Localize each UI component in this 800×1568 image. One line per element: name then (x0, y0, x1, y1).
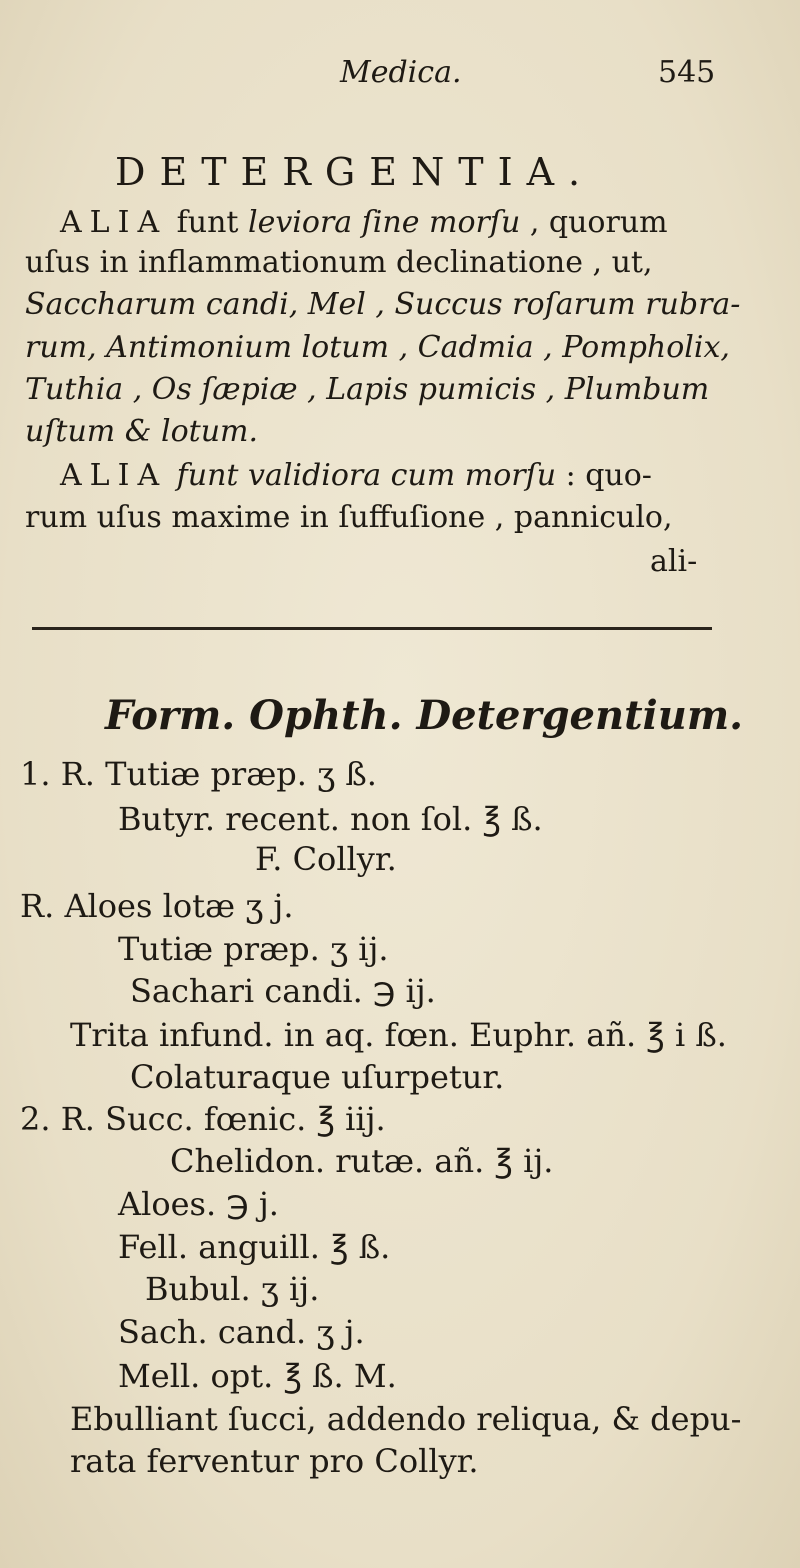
page-divider (32, 627, 712, 630)
formula-heading: Form. Ophth. Detergentium. (105, 692, 744, 739)
rx-line-13: Bubul. ʒ ij. (145, 1270, 320, 1308)
rx-line-2: Butyr. recent. non ſol. ℥ ß. (118, 800, 543, 838)
lead-word: ALIA (60, 458, 168, 493)
body-line-7: ALIA funt validiora cum morſu : quo- (60, 458, 652, 493)
rx-line-17: rata ferventur pro Collyr. (70, 1442, 479, 1480)
rx-line-7: Trita infund. in aq. fœn. Euphr. añ. ℥ i ß. (70, 1016, 727, 1054)
page-number: 545 (658, 55, 716, 90)
rx-line-14: Sach. cand. ʒ j. (118, 1313, 365, 1351)
body-line-2: uſus in inflammationum declinatione , ut, (25, 245, 653, 280)
body-line-6: uſtum & lotum. (25, 414, 259, 449)
rx-line-8: Colaturaque uſurpetur. (130, 1058, 505, 1096)
body-line-8: rum uſus maxime in ſuffuſione , panniculo, (25, 500, 673, 535)
lead-word: ALIA (60, 205, 168, 240)
rx-line-5: Tutiæ præp. ʒ ij. (118, 930, 389, 968)
rx-line-6: Sachari candi. ℈ ij. (130, 972, 436, 1010)
rx-line-10: Chelidon. rutæ. añ. ℥ ij. (170, 1142, 554, 1180)
running-head-title: Medica. (340, 55, 462, 90)
body-line-3: Saccharum candi, Mel , Succus roſarum rubra- (25, 287, 741, 322)
body-line-5: Tuthia , Os ſæpiæ , Lapis pumicis , Plumbum (25, 372, 710, 407)
rx-line-3: F. Collyr. (255, 840, 397, 878)
rx-line-1: 1. R. Tutiæ præp. ʒ ß. (20, 755, 377, 793)
catchword: ali- (650, 544, 698, 579)
rx-line-12: Fell. anguill. ℥ ß. (118, 1228, 391, 1266)
rx-line-9: 2. R. Succ. fœnic. ℥ iij. (20, 1100, 386, 1138)
rx-line-4: R. Aloes lotæ ʒ j. (20, 887, 294, 925)
rx-line-16: Ebulliant ſucci, addendo reliqua, & depu- (70, 1400, 742, 1438)
body-line-1: ALIA funt leviora ſine morſu , quorum (60, 205, 668, 240)
rx-line-11: Aloes. ℈ j. (118, 1185, 279, 1223)
body-line-4: rum, Antimonium lotum , Cadmia , Pompholix, (25, 330, 730, 365)
section-heading-detergentia: DETERGENTIA. (115, 150, 595, 194)
rx-line-15: Mell. opt. ℥ ß. M. (118, 1357, 397, 1395)
